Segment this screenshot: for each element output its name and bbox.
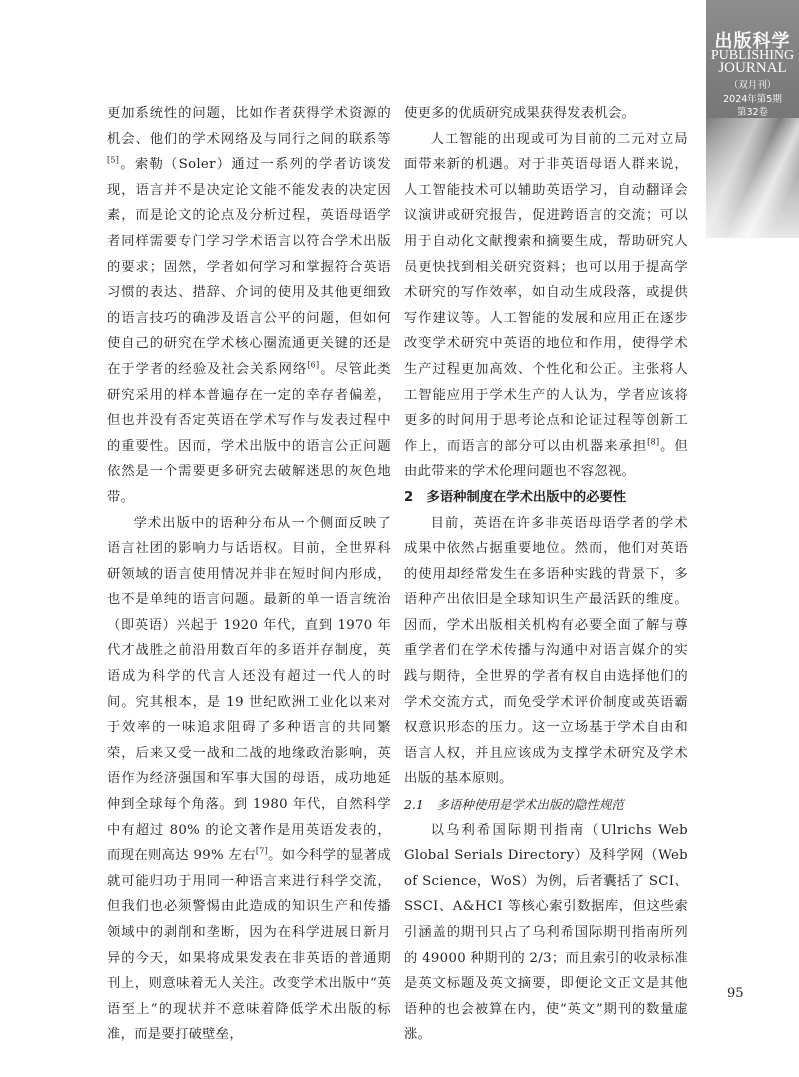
journal-title-en-line1: PUBLISHING	[710, 48, 795, 63]
paragraph: 使更多的优质研究成果获得发表机会。	[404, 106, 636, 121]
journal-frequency: （双月刊）	[728, 80, 777, 91]
journal-issue: 2024年第5期	[723, 94, 782, 105]
journal-title-en-line2: JOURNAL	[718, 60, 787, 76]
citation: [8]	[647, 437, 660, 447]
cover-art-image	[706, 118, 799, 238]
text-span: 人工智能的出现或可为目前的二元对立局面带来新的机遇。对于非英语母语人群来说，人工智能技术可以辅助英语学习，自动翻译会议演讲或研究报告，促进跨语言的交流；可以用于自动化文献搜索和摘要生成，帮助研究人员更快找到相关研究资料；也可以用于提高学术研究的写作效率，如自动生成段落，或提供写作建议等。人工智能的发展和应用正在逐步改变学术研究中英语的地位和作用，使得学术生产过程更加高效、个性化和公正。主张将人工智能应用于学术生产的人认为，学者应该将更多的时间用于思考论点和论证过程等创新工作上，而语言的部分可以由机器来承担	[404, 131, 688, 454]
paragraph: 目前，英语在许多非英语母语学者的学术成果中依然占据重要地位。然而，他们对英语的使用却经常发生在多语种实践的背景下，多语种产出依旧是全球知识生产最活跃的维度。因而，学术出版相关机构有必要全面了解与尊重学者们在学术传播与沟通中对语言媒介的实践与期待，全世界的学者有权自由选择他们的学术交流方式，而免受学术评价制度或英语霸权意识形态的压力。这一立场基于学术自由和语言人权，并且应该成为支撑学术研究及学术出版的基本原则。	[404, 515, 688, 787]
paragraph	[404, 127, 688, 485]
left-column	[107, 101, 391, 1048]
journal-title-cn: 出版科学	[714, 31, 791, 52]
paragraph: 以乌利希国际期刊指南（Ulrichs Web Global Serials Directory）及科学网（Web of Science，WoS）为例，后者囊括了 SCI、SSCI、A&HCI 等核心索引数据库，但这些索引涵盖的期刊只占了乌利希国际期刊指南所列的 49000 种期刊的 2/3；而且索引的收录标准是英文标题及英文摘要，即便论文正文是其他语种的也会被算在内，使“英文”期刊的数量虚涨。	[404, 822, 688, 1043]
citation: [7]	[255, 846, 269, 856]
text-span: 更加系统性的问题，比如作者获得学术资源的机会、他们的学术网络及与同行之间的联系等	[107, 106, 391, 147]
citation: [6]	[307, 360, 320, 370]
right-column	[404, 101, 688, 1048]
text-span: 。但由此带来的学术伦理问题也不容忽视。	[404, 438, 688, 480]
journal-volume: 第32卷	[736, 107, 769, 118]
page-number: 95	[727, 986, 744, 1001]
journal-badge	[706, 0, 799, 238]
text-span: 学术出版中的语种分布从一个侧面反映了语言社团的影响力与话语权。目前，全世界科研领域的语言使用情况并非在短时间内形成，也不是单纯的语言问题。最新的单一语言统治（即英语）兴起于 1920 年代，直到 1970 年代才战胜之前沿用数百年的多语并存制度，英语成为科学的代言人还没有超过一代人的时间。究其根本，是 19 世纪欧洲工业化以来对于效率的一味追求阻碍了多种语言的共同繁荣，后来又受一战和二战的地缘政治影响，英语作为经济强国和军事大国的母语，成功地延伸到全球每个角落。到 1980 年代，自然科学中有超过 80% 的论文著作是用英语发表的，而现在则高达 99% 左右	[107, 515, 391, 864]
text-span: 。尽管此类研究采用的样本普遍存在一定的幸存者偏差，但也并没有否定英语在学术写作与发表过程中的重要性。因而，学术出版中的语言公正问题依然是一个需要更多研究去破解迷思的灰色地带。	[107, 361, 392, 505]
citation: [5]	[107, 155, 120, 165]
text-span: 。索勒（Soler）通过一系列的学者访谈发现，语言并不是决定论文能不能发表的决定因素，而是论文的论点及分析过程，英语母语学者同样需要专门学习学术语言以符合学术出版的要求；固然，学者如何学习和掌握符合英语习惯的表达、措辞、介词的使用及其他更细致的语言技巧的确涉及语言公平的问题，但如何使自己的研究在学术核心圈流通更关键的还是在于学者的经验及社会关系网络	[107, 157, 391, 377]
section-heading: 2 多语种制度在学术出版中的必要性	[404, 489, 627, 505]
paragraph	[107, 101, 391, 511]
subsection-heading: 2.1 多语种使用是学术出版的隐性规范	[404, 797, 624, 813]
paragraph	[107, 511, 391, 1048]
text-span: 。如今科学的显著成就可能归功于用同一种语言来进行科学交流，但我们也必须警惕由此造成的知识生产和传播领域中的剥削和垄断，因为在科学进展日新月异的今天，如果将成果发表在非英语的普通期刊上，则意味着无人关注。改变学术出版中“英语至上”的现状并不意味着降低学术出版的标准，而是要打破壁垒，	[107, 848, 391, 1043]
